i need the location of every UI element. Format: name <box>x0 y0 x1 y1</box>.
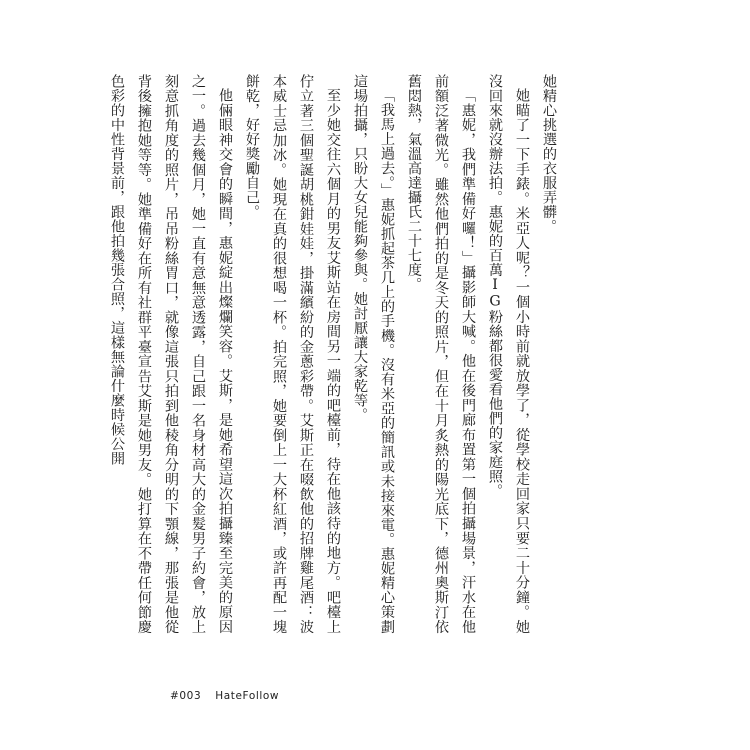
paragraph-2: 她瞄了一下手錶。米亞人呢？一個小時前就放學了，從學校走回家只要二十分鐘。她沒回來就沒辦法拍。惠妮的百萬IG粉絲都很愛看他們的家庭照。 <box>487 74 530 634</box>
paragraph-4: 「我馬上過去。」惠妮抓起茶几上的手機。沒有米亞的簡訊或未接來電。惠妮精心策劃這場拍攝，只盼大女兒能夠參與。她討厭讓大家乾等。 <box>352 74 395 634</box>
paragraph-1: 她精心挑選的衣服弄髒。 <box>541 74 557 234</box>
page-number: #003 <box>170 690 202 702</box>
paragraph-3: 「惠妮，我們準備好囉！」攝影師大喊。他在後門廊布置第一個拍攝場景，汗水在他前額泛著微光。雖然他們拍的是冬天的照片，但在十月炙熱的陽光底下，德州奧斯汀依舊悶熱，氣溫高達攝氏二十七度。 <box>406 74 476 634</box>
vertical-text-block <box>103 74 562 634</box>
paragraph-5: 至少她交往六個月的男友艾斯站在房間另一端的吧檯前，待在他該待的地方。吧檯上佇立著三個聖誕胡桃鉗娃娃，掛滿繽紛的金蔥彩帶。艾斯正在啜飲他的招牌雞尾酒：波本威士忌加冰。她現在真的很想喝一杯。拍完照，她要倒上一大杯紅酒，或許再配一塊餅乾，好好獎勵自己。 <box>244 74 341 634</box>
book-title: HateFollow <box>215 690 280 702</box>
page-footer <box>170 690 279 702</box>
paragraph-6: 他倆眼神交會的瞬間，惠妮綻出燦爛笑容。艾斯，是她希望這次拍攝臻至完美的原因之一。過去幾個月，她一直有意無意透露，自己跟一名身材高大的金髮男子約會，放上刻意抓角度的照片，吊吊粉絲胃口，就像這張只拍到他稜角分明的下顎線，那張是他從背後擁抱她等等。她準備好在所有社群平臺宣告艾斯是她男友。她打算在不帶任何節慶色彩的中性背景前，跟他拍幾張合照，這樣無論什麼時候公開 <box>109 74 233 634</box>
